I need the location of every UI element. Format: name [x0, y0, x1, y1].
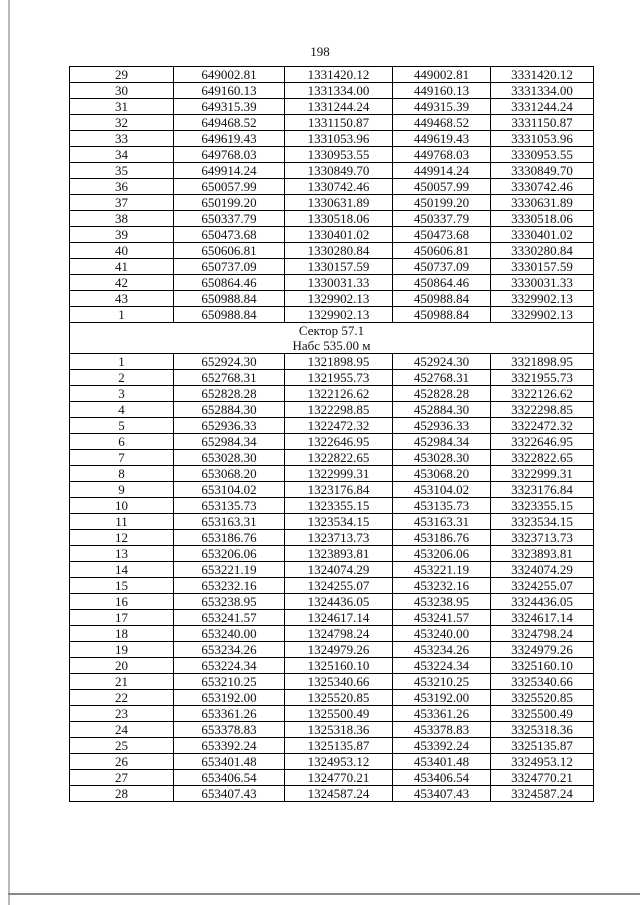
coord-y2-cell: 3322999.31: [491, 466, 594, 482]
point-number-cell: 34: [70, 147, 174, 163]
point-number-cell: 16: [70, 594, 174, 610]
coord-y2-cell: 3331244.24: [491, 99, 594, 115]
point-number-cell: 2: [70, 370, 174, 386]
coord-y1-cell: 1330401.02: [285, 227, 393, 243]
table-row: [70, 642, 594, 658]
point-number-cell: 38: [70, 211, 174, 227]
table-row: [70, 83, 594, 99]
coord-x1-cell: 650988.84: [174, 291, 285, 307]
coord-y2-cell: 3323534.15: [491, 514, 594, 530]
point-number-cell: 37: [70, 195, 174, 211]
coord-x1-cell: 650337.79: [174, 211, 285, 227]
coord-y2-cell: 3329902.13: [491, 291, 594, 307]
coord-y2-cell: 3330953.55: [491, 147, 594, 163]
coord-x2-cell: 453224.34: [393, 658, 491, 674]
coord-x2-cell: 450988.84: [393, 307, 491, 323]
coord-y2-cell: 3325520.85: [491, 690, 594, 706]
point-number-cell: 3: [70, 386, 174, 402]
coord-x2-cell: 453028.30: [393, 450, 491, 466]
coord-y1-cell: 1325520.85: [285, 690, 393, 706]
coord-x2-cell: 453407.43: [393, 786, 491, 802]
table-row: [70, 386, 594, 402]
coord-y1-cell: 1331244.24: [285, 99, 393, 115]
table-row: [70, 674, 594, 690]
coord-x2-cell: 449914.24: [393, 163, 491, 179]
coord-y1-cell: 1322999.31: [285, 466, 393, 482]
table-row: [70, 131, 594, 147]
coord-x1-cell: 649160.13: [174, 83, 285, 99]
table-row: [70, 754, 594, 770]
coord-x2-cell: 450473.68: [393, 227, 491, 243]
table-row: [70, 307, 594, 323]
point-number-cell: 28: [70, 786, 174, 802]
point-number-cell: 33: [70, 131, 174, 147]
coord-x2-cell: 450337.79: [393, 211, 491, 227]
coord-y1-cell: 1324798.24: [285, 626, 393, 642]
coord-y2-cell: 3324617.14: [491, 610, 594, 626]
coord-y2-cell: 3322646.95: [491, 434, 594, 450]
coord-x1-cell: 649619.43: [174, 131, 285, 147]
coord-y2-cell: 3325500.49: [491, 706, 594, 722]
coord-x2-cell: 450864.46: [393, 275, 491, 291]
page-number: 198: [310, 44, 330, 59]
coord-x2-cell: 453163.31: [393, 514, 491, 530]
coord-x1-cell: 650988.84: [174, 307, 285, 323]
point-number-cell: 25: [70, 738, 174, 754]
coord-y1-cell: 1322646.95: [285, 434, 393, 450]
table-row: [70, 179, 594, 195]
coord-y2-cell: 3324979.26: [491, 642, 594, 658]
coord-y2-cell: 3330631.89: [491, 195, 594, 211]
section-header-row: [70, 323, 594, 354]
coord-y1-cell: 1330157.59: [285, 259, 393, 275]
coord-y1-cell: 1331420.12: [285, 67, 393, 83]
table-body-bottom: [70, 354, 594, 802]
table-row: [70, 706, 594, 722]
table-row: [70, 770, 594, 786]
coord-x1-cell: 653210.25: [174, 674, 285, 690]
point-number-cell: 30: [70, 83, 174, 99]
point-number-cell: 8: [70, 466, 174, 482]
coord-x1-cell: 653135.73: [174, 498, 285, 514]
table-row: [70, 434, 594, 450]
coord-y1-cell: 1325160.10: [285, 658, 393, 674]
coord-y2-cell: 3323893.81: [491, 546, 594, 562]
table-row: [70, 354, 594, 370]
coord-y1-cell: 1321898.95: [285, 354, 393, 370]
coord-y2-cell: 3331334.00: [491, 83, 594, 99]
point-number-cell: 21: [70, 674, 174, 690]
coord-y2-cell: 3322472.32: [491, 418, 594, 434]
coord-x2-cell: 453135.73: [393, 498, 491, 514]
coord-x2-cell: 449002.81: [393, 67, 491, 83]
table-row: [70, 562, 594, 578]
coord-x2-cell: 453068.20: [393, 466, 491, 482]
point-number-cell: 35: [70, 163, 174, 179]
coord-y1-cell: 1324770.21: [285, 770, 393, 786]
table-row: [70, 658, 594, 674]
coord-x2-cell: 452828.28: [393, 386, 491, 402]
coord-y2-cell: 3321955.73: [491, 370, 594, 386]
coord-y1-cell: 1323176.84: [285, 482, 393, 498]
coord-x1-cell: 653192.00: [174, 690, 285, 706]
coord-y1-cell: 1323713.73: [285, 530, 393, 546]
coord-x2-cell: 453401.48: [393, 754, 491, 770]
point-number-cell: 18: [70, 626, 174, 642]
table-row: [70, 594, 594, 610]
coord-x2-cell: 453238.95: [393, 594, 491, 610]
point-number-cell: 19: [70, 642, 174, 658]
table-row: [70, 275, 594, 291]
coord-y2-cell: 3331053.96: [491, 131, 594, 147]
point-number-cell: 32: [70, 115, 174, 131]
table-row: [70, 227, 594, 243]
coord-x2-cell: 453234.26: [393, 642, 491, 658]
table-row: [70, 370, 594, 386]
point-number-cell: 24: [70, 722, 174, 738]
coord-y1-cell: 1330953.55: [285, 147, 393, 163]
coord-x1-cell: 650199.20: [174, 195, 285, 211]
coord-y2-cell: 3323713.73: [491, 530, 594, 546]
coord-y1-cell: 1330631.89: [285, 195, 393, 211]
table-row: [70, 514, 594, 530]
coord-x1-cell: 653104.02: [174, 482, 285, 498]
coord-x1-cell: 653241.57: [174, 610, 285, 626]
table-row: [70, 147, 594, 163]
coord-y1-cell: 1331334.00: [285, 83, 393, 99]
coord-x2-cell: 453210.25: [393, 674, 491, 690]
coord-y1-cell: 1324436.05: [285, 594, 393, 610]
coord-x2-cell: 453406.54: [393, 770, 491, 786]
coord-x2-cell: 453240.00: [393, 626, 491, 642]
point-number-cell: 15: [70, 578, 174, 594]
coord-y2-cell: 3322126.62: [491, 386, 594, 402]
coord-x1-cell: 653238.95: [174, 594, 285, 610]
coord-x2-cell: 449619.43: [393, 131, 491, 147]
coord-y2-cell: 3324436.05: [491, 594, 594, 610]
point-number-cell: 42: [70, 275, 174, 291]
coord-y1-cell: 1331150.87: [285, 115, 393, 131]
point-number-cell: 31: [70, 99, 174, 115]
coord-x1-cell: 650864.46: [174, 275, 285, 291]
table-row: [70, 99, 594, 115]
table-row: [70, 498, 594, 514]
table-row: [70, 259, 594, 275]
coord-x1-cell: 652984.34: [174, 434, 285, 450]
coord-y2-cell: 3330157.59: [491, 259, 594, 275]
point-number-cell: 20: [70, 658, 174, 674]
coord-x1-cell: 653186.76: [174, 530, 285, 546]
coord-x1-cell: 650473.68: [174, 227, 285, 243]
coord-y2-cell: 3330031.33: [491, 275, 594, 291]
coord-x2-cell: 452984.34: [393, 434, 491, 450]
coord-x1-cell: 652768.31: [174, 370, 285, 386]
point-number-cell: 14: [70, 562, 174, 578]
coord-x2-cell: 450988.84: [393, 291, 491, 307]
coord-x2-cell: 449468.52: [393, 115, 491, 131]
coord-y2-cell: 3324953.12: [491, 754, 594, 770]
point-number-cell: 26: [70, 754, 174, 770]
point-number-cell: 43: [70, 291, 174, 307]
table-row: [70, 738, 594, 754]
coord-x2-cell: 453221.19: [393, 562, 491, 578]
coord-y1-cell: 1325318.36: [285, 722, 393, 738]
coord-x2-cell: 453232.16: [393, 578, 491, 594]
table-row: [70, 786, 594, 802]
section-subtitle: Набс 535.00 м: [292, 338, 371, 353]
coord-x1-cell: 650606.81: [174, 243, 285, 259]
coord-x1-cell: 652828.28: [174, 386, 285, 402]
point-number-cell: 27: [70, 770, 174, 786]
coord-x1-cell: 653028.30: [174, 450, 285, 466]
coord-y2-cell: 3321898.95: [491, 354, 594, 370]
coord-y1-cell: 1321955.73: [285, 370, 393, 386]
coord-y1-cell: 1330518.06: [285, 211, 393, 227]
table-row: [70, 610, 594, 626]
coord-y1-cell: 1322298.85: [285, 402, 393, 418]
coord-y2-cell: 3324587.24: [491, 786, 594, 802]
point-number-cell: 23: [70, 706, 174, 722]
coord-x1-cell: 649315.39: [174, 99, 285, 115]
point-number-cell: 22: [70, 690, 174, 706]
coord-y2-cell: 3330742.46: [491, 179, 594, 195]
coord-y2-cell: 3324074.29: [491, 562, 594, 578]
coord-x2-cell: 453241.57: [393, 610, 491, 626]
coord-y1-cell: 1330742.46: [285, 179, 393, 195]
coord-y1-cell: 1325500.49: [285, 706, 393, 722]
scan-left-edge: [8, 0, 10, 905]
table-row: [70, 450, 594, 466]
point-number-cell: 17: [70, 610, 174, 626]
coord-y2-cell: 3325340.66: [491, 674, 594, 690]
coord-x1-cell: 653406.54: [174, 770, 285, 786]
coord-y1-cell: 1324617.14: [285, 610, 393, 626]
coord-y1-cell: 1325340.66: [285, 674, 393, 690]
coord-y2-cell: 3325318.36: [491, 722, 594, 738]
coord-x1-cell: 649002.81: [174, 67, 285, 83]
coord-x2-cell: 450199.20: [393, 195, 491, 211]
coord-x1-cell: 652936.33: [174, 418, 285, 434]
coord-x2-cell: 452768.31: [393, 370, 491, 386]
point-number-cell: 5: [70, 418, 174, 434]
point-number-cell: 12: [70, 530, 174, 546]
table-row: [70, 466, 594, 482]
coord-x2-cell: 452936.33: [393, 418, 491, 434]
coord-y2-cell: 3324255.07: [491, 578, 594, 594]
coord-y1-cell: 1330031.33: [285, 275, 393, 291]
coord-x2-cell: 453378.83: [393, 722, 491, 738]
scan-bottom-edge: [8, 893, 640, 895]
point-number-cell: 11: [70, 514, 174, 530]
coord-x2-cell: 449315.39: [393, 99, 491, 115]
point-number-cell: 4: [70, 402, 174, 418]
section-title: Сектор 57.1: [298, 323, 365, 338]
coord-y2-cell: 3324798.24: [491, 626, 594, 642]
table-row: [70, 722, 594, 738]
table-row: [70, 546, 594, 562]
coord-y2-cell: 3324770.21: [491, 770, 594, 786]
table-row: [70, 418, 594, 434]
coord-x1-cell: 653163.31: [174, 514, 285, 530]
coord-y1-cell: 1329902.13: [285, 291, 393, 307]
coord-x1-cell: 649914.24: [174, 163, 285, 179]
coord-y1-cell: 1330280.84: [285, 243, 393, 259]
coord-x1-cell: 653392.24: [174, 738, 285, 754]
coord-x2-cell: 453206.06: [393, 546, 491, 562]
point-number-cell: 10: [70, 498, 174, 514]
table-row: [70, 626, 594, 642]
coord-x1-cell: 650737.09: [174, 259, 285, 275]
coord-x2-cell: 453104.02: [393, 482, 491, 498]
point-number-cell: 29: [70, 67, 174, 83]
coord-x2-cell: 452924.30: [393, 354, 491, 370]
table-row: [70, 402, 594, 418]
coord-y1-cell: 1324074.29: [285, 562, 393, 578]
coord-y1-cell: 1331053.96: [285, 131, 393, 147]
section-header-group: [70, 323, 594, 354]
coord-x2-cell: 452884.30: [393, 402, 491, 418]
coord-y2-cell: 3322822.65: [491, 450, 594, 466]
coord-x2-cell: 450606.81: [393, 243, 491, 259]
coord-y2-cell: 3323355.15: [491, 498, 594, 514]
point-number-cell: 41: [70, 259, 174, 275]
coord-y1-cell: 1322472.32: [285, 418, 393, 434]
table-row: [70, 578, 594, 594]
coord-y1-cell: 1323534.15: [285, 514, 393, 530]
coord-y1-cell: 1323355.15: [285, 498, 393, 514]
point-number-cell: 13: [70, 546, 174, 562]
coord-y2-cell: 3330518.06: [491, 211, 594, 227]
table-row: [70, 690, 594, 706]
coord-y2-cell: 3322298.85: [491, 402, 594, 418]
coord-x1-cell: 649768.03: [174, 147, 285, 163]
coord-y2-cell: 3325160.10: [491, 658, 594, 674]
coord-x1-cell: 653378.83: [174, 722, 285, 738]
coord-x1-cell: 652884.30: [174, 402, 285, 418]
point-number-cell: 7: [70, 450, 174, 466]
coord-x1-cell: 653224.34: [174, 658, 285, 674]
point-number-cell: 36: [70, 179, 174, 195]
coord-y2-cell: 3323176.84: [491, 482, 594, 498]
coord-y1-cell: 1322822.65: [285, 450, 393, 466]
coord-y2-cell: 3330401.02: [491, 227, 594, 243]
coord-x2-cell: 453186.76: [393, 530, 491, 546]
coord-x1-cell: 653221.19: [174, 562, 285, 578]
table-row: [70, 211, 594, 227]
coord-x1-cell: 653240.00: [174, 626, 285, 642]
table-row: [70, 291, 594, 307]
table-row: [70, 163, 594, 179]
coord-y1-cell: 1325135.87: [285, 738, 393, 754]
coord-y1-cell: 1330849.70: [285, 163, 393, 179]
coord-x1-cell: 652924.30: [174, 354, 285, 370]
coord-y2-cell: 3331150.87: [491, 115, 594, 131]
point-number-cell: 6: [70, 434, 174, 450]
coord-x1-cell: 653234.26: [174, 642, 285, 658]
coord-y1-cell: 1322126.62: [285, 386, 393, 402]
coord-x2-cell: 453361.26: [393, 706, 491, 722]
coord-x1-cell: 649468.52: [174, 115, 285, 131]
coord-x2-cell: 450057.99: [393, 179, 491, 195]
coord-x2-cell: 453392.24: [393, 738, 491, 754]
table-row: [70, 67, 594, 83]
section-header: [70, 323, 594, 354]
coord-y2-cell: 3330280.84: [491, 243, 594, 259]
coord-x2-cell: 449768.03: [393, 147, 491, 163]
coord-y1-cell: 1323893.81: [285, 546, 393, 562]
table-row: [70, 482, 594, 498]
table-row: [70, 195, 594, 211]
point-number-cell: 1: [70, 307, 174, 323]
table-row: [70, 530, 594, 546]
point-number-cell: 9: [70, 482, 174, 498]
table-row: [70, 115, 594, 131]
coord-y1-cell: 1324953.12: [285, 754, 393, 770]
point-number-cell: 40: [70, 243, 174, 259]
point-number-cell: 39: [70, 227, 174, 243]
coord-x1-cell: 653361.26: [174, 706, 285, 722]
coord-y2-cell: 3325135.87: [491, 738, 594, 754]
coord-y2-cell: 3329902.13: [491, 307, 594, 323]
coord-x2-cell: 449160.13: [393, 83, 491, 99]
coord-y1-cell: 1329902.13: [285, 307, 393, 323]
coord-y1-cell: 1324979.26: [285, 642, 393, 658]
coord-y1-cell: 1324587.24: [285, 786, 393, 802]
coord-x1-cell: 653206.06: [174, 546, 285, 562]
point-number-cell: 1: [70, 354, 174, 370]
coord-y2-cell: 3330849.70: [491, 163, 594, 179]
coord-x1-cell: 653407.43: [174, 786, 285, 802]
coord-x1-cell: 653068.20: [174, 466, 285, 482]
coordinates-table: [69, 66, 594, 802]
coord-x1-cell: 650057.99: [174, 179, 285, 195]
table-body-top: [70, 67, 594, 323]
table-row: [70, 243, 594, 259]
coord-x2-cell: 450737.09: [393, 259, 491, 275]
coord-x2-cell: 453192.00: [393, 690, 491, 706]
coord-y1-cell: 1324255.07: [285, 578, 393, 594]
coord-x1-cell: 653401.48: [174, 754, 285, 770]
coord-y2-cell: 3331420.12: [491, 67, 594, 83]
coord-x1-cell: 653232.16: [174, 578, 285, 594]
